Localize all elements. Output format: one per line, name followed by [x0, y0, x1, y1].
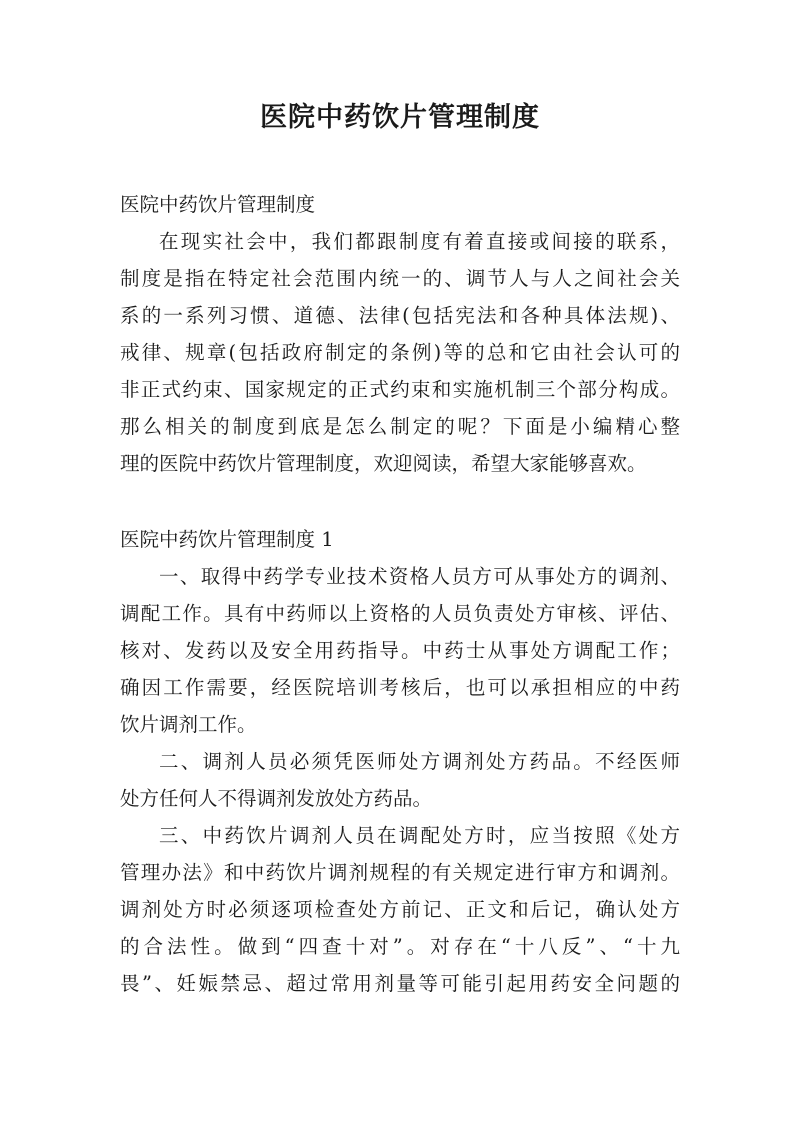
intro-heading: 医院中药饮片管理制度 [120, 193, 316, 216]
paragraph-line: 非正式约束、国家规定的正式约束和实施机制三个部分构成。 [120, 378, 680, 401]
paragraph-line: 的合法性。做到“四查十对”。对存在“十八反”、“十九 [120, 935, 680, 958]
section-1 [120, 521, 680, 1002]
paragraph-line: 调剂处方时必须逐项检查处方前记、正文和后记，确认处方 [120, 898, 680, 921]
paragraph-line: 饮片调剂工作。 [120, 713, 257, 736]
paragraph-line: 畏”、妊娠禁忌、超过常用剂量等可能引起用药安全问题的 [120, 972, 680, 995]
paragraph-line: 调配工作。具有中药师以上资格的人员负责处方审核、评估、 [120, 602, 680, 625]
paragraph-line: 三、中药饮片调剂人员在调配处方时，应当按照《处方 [159, 824, 680, 847]
paragraph-line: 在现实社会中，我们都跟制度有着直接或间接的联系， [159, 230, 680, 253]
paragraph-line: 管理办法》和中药饮片调剂规程的有关规定进行审方和调剂。 [120, 861, 680, 884]
paragraph-line: 处方任何人不得调剂发放处方药品。 [120, 787, 433, 810]
intro-section [120, 186, 680, 482]
paragraph-line: 制度是指在特定社会范围内统一的、调节人与人之间社会关 [120, 267, 680, 290]
paragraph-line: 戒律、规章(包括政府制定的条例)等的总和它由社会认可的 [120, 341, 680, 364]
paragraph-line: 核对、发药以及安全用药指导。中药士从事处方调配工作； [120, 639, 680, 662]
paragraph-line: 系的一系列习惯、道德、法律(包括宪法和各种具体法规)、 [120, 304, 680, 327]
paragraph-line: 确因工作需要，经医院培训考核后，也可以承担相应的中药 [120, 676, 680, 699]
paragraph-line: 二、调剂人员必须凭医师处方调剂处方药品。不经医师 [159, 750, 680, 773]
section-heading: 医院中药饮片管理制度 1 [120, 528, 334, 551]
paragraph-line: 一、取得中药学专业技术资格人员方可从事处方的调剂、 [159, 565, 680, 588]
document-title: 医院中药饮片管理制度 [260, 102, 540, 133]
paragraph-line: 那么相关的制度到底是怎么制定的呢？下面是小编精心整 [120, 415, 680, 438]
paragraph-line: 理的医院中药饮片管理制度，欢迎阅读，希望大家能够喜欢。 [120, 452, 647, 475]
